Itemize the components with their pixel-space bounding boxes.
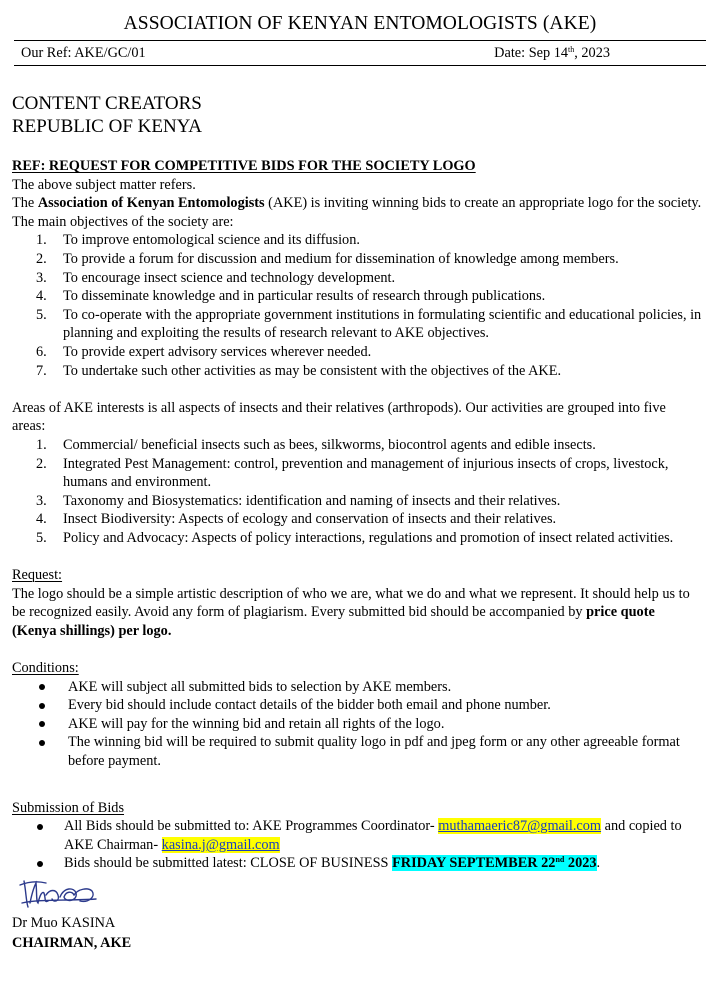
letter-date: Date: Sep 14th, 2023	[494, 45, 610, 61]
organization-title: ASSOCIATION OF KENYAN ENTOMOLOGISTS (AKE)	[123, 13, 597, 34]
intro-line: The above subject matter refers.	[12, 176, 196, 193]
bullet-icon	[39, 684, 45, 690]
signoff-block	[12, 913, 702, 953]
list-item: 2. To provide a forum for discussion and medium for dissemination of knowledge among members.	[36, 250, 619, 267]
chairman-email-link[interactable]: kasina.j@gmail.com	[161, 836, 280, 853]
bullet-icon	[39, 740, 45, 746]
list-item: 4. Insect Biodiversity: Aspects of ecology and conservation of insects and their relatives.	[36, 511, 557, 528]
list-item: All Bids should be submitted to: AKE Programmes Coordinator- muthamaeric87@gmail.com and copied to AKE Chairman- kasina.j@gmail.com	[12, 817, 702, 854]
intro-paragraph: The Association of Kenyan Entomologists (AKE) is inviting winning bids to create an appropriate logo for the society. The main objectives of the society are:	[12, 195, 702, 230]
list-item: 7. To undertake such other activities as may be consistent with the objectives of the AKE.	[36, 362, 562, 379]
list-item: Bids should be submitted latest: CLOSE OF BUSINESS FRIDAY SEPTEMBER 22nd 2023.	[12, 854, 702, 873]
areas-list	[12, 436, 702, 548]
conditions-list	[12, 678, 702, 771]
signatory-title: CHAIRMAN, AKE	[12, 934, 132, 951]
list-item: 4. To disseminate knowledge and in particular results of research through publications.	[36, 288, 546, 305]
list-item: 5. To co-operate with the appropriate government institutions in formulating scientific and educational policies, in planning and exploiting the results of research relevant to AKE objectives.	[36, 306, 702, 342]
coordinator-email-link[interactable]: muthamaeric87@gmail.com	[438, 818, 602, 835]
bullet-icon	[39, 721, 45, 727]
letter-body	[12, 157, 702, 953]
submission-heading: Submission of Bids	[12, 799, 125, 816]
list-item: 3. To encourage insect science and technology development.	[36, 269, 396, 286]
list-item: 2. Integrated Pest Management: control, prevention and management of injurious insects of crops, livestock, humans and environment.	[36, 455, 669, 491]
list-item: 1. To improve entomological science and its diffusion.	[36, 232, 360, 249]
reference-bar	[14, 40, 706, 66]
recipient-block	[12, 92, 202, 138]
conditions-heading: Conditions:	[12, 660, 79, 677]
list-item: 5. Policy and Advocacy: Aspects of policy interactions, regulations and promotion of insect related activities.	[36, 529, 674, 546]
list-item: AKE will pay for the winning bid and retain all rights of the logo.	[12, 715, 702, 734]
list-item: 6. To provide expert advisory services wherever needed.	[36, 343, 372, 360]
recipient-line-1: CONTENT CREATORS	[12, 93, 202, 114]
subject-line: REF: REQUEST FOR COMPETITIVE BIDS FOR THE SOCIETY LOGO	[12, 158, 476, 174]
request-heading: Request:	[12, 567, 63, 584]
bullet-icon	[39, 703, 45, 709]
bullet-icon	[37, 824, 43, 830]
submission-list	[12, 817, 702, 873]
list-item: AKE will subject all submitted bids to selection by AKE members.	[12, 678, 702, 697]
signature-icon	[16, 873, 106, 911]
recipient-line-2: REPUBLIC OF KENYA	[12, 116, 203, 137]
list-item: The winning bid will be required to submit quality logo in pdf and jpeg form or any other agreeable format before payment.	[12, 733, 702, 770]
areas-intro: Areas of AKE interests is all aspects of insects and their relatives (arthropods). Our activities are grouped into five areas:	[12, 399, 666, 435]
list-item: 1. Commercial/ beneficial insects such as bees, silkworms, biocontrol agents and edible insects.	[36, 436, 596, 453]
signatory-name: Dr Muo KASINA	[12, 914, 116, 931]
deadline-highlight: FRIDAY SEPTEMBER 22nd 2023	[392, 855, 597, 872]
reference-number: Our Ref: AKE/GC/01	[21, 45, 146, 61]
list-item: 3. Taxonomy and Biosystematics: identification and naming of insects and their relatives.	[36, 492, 561, 509]
list-item: Every bid should include contact details of the bidder both email and phone number.	[12, 696, 702, 715]
request-paragraph: The logo should be a simple artistic description of who we are, what we do and what we represent. It should help us to be recognized easily. Avoid any form of plagiarism. Every submitted bid should be accompanied by price quote (Kenya shillings) per logo.	[12, 585, 690, 639]
bullet-icon	[37, 861, 43, 867]
objectives-list	[12, 231, 702, 380]
signature	[12, 873, 702, 913]
